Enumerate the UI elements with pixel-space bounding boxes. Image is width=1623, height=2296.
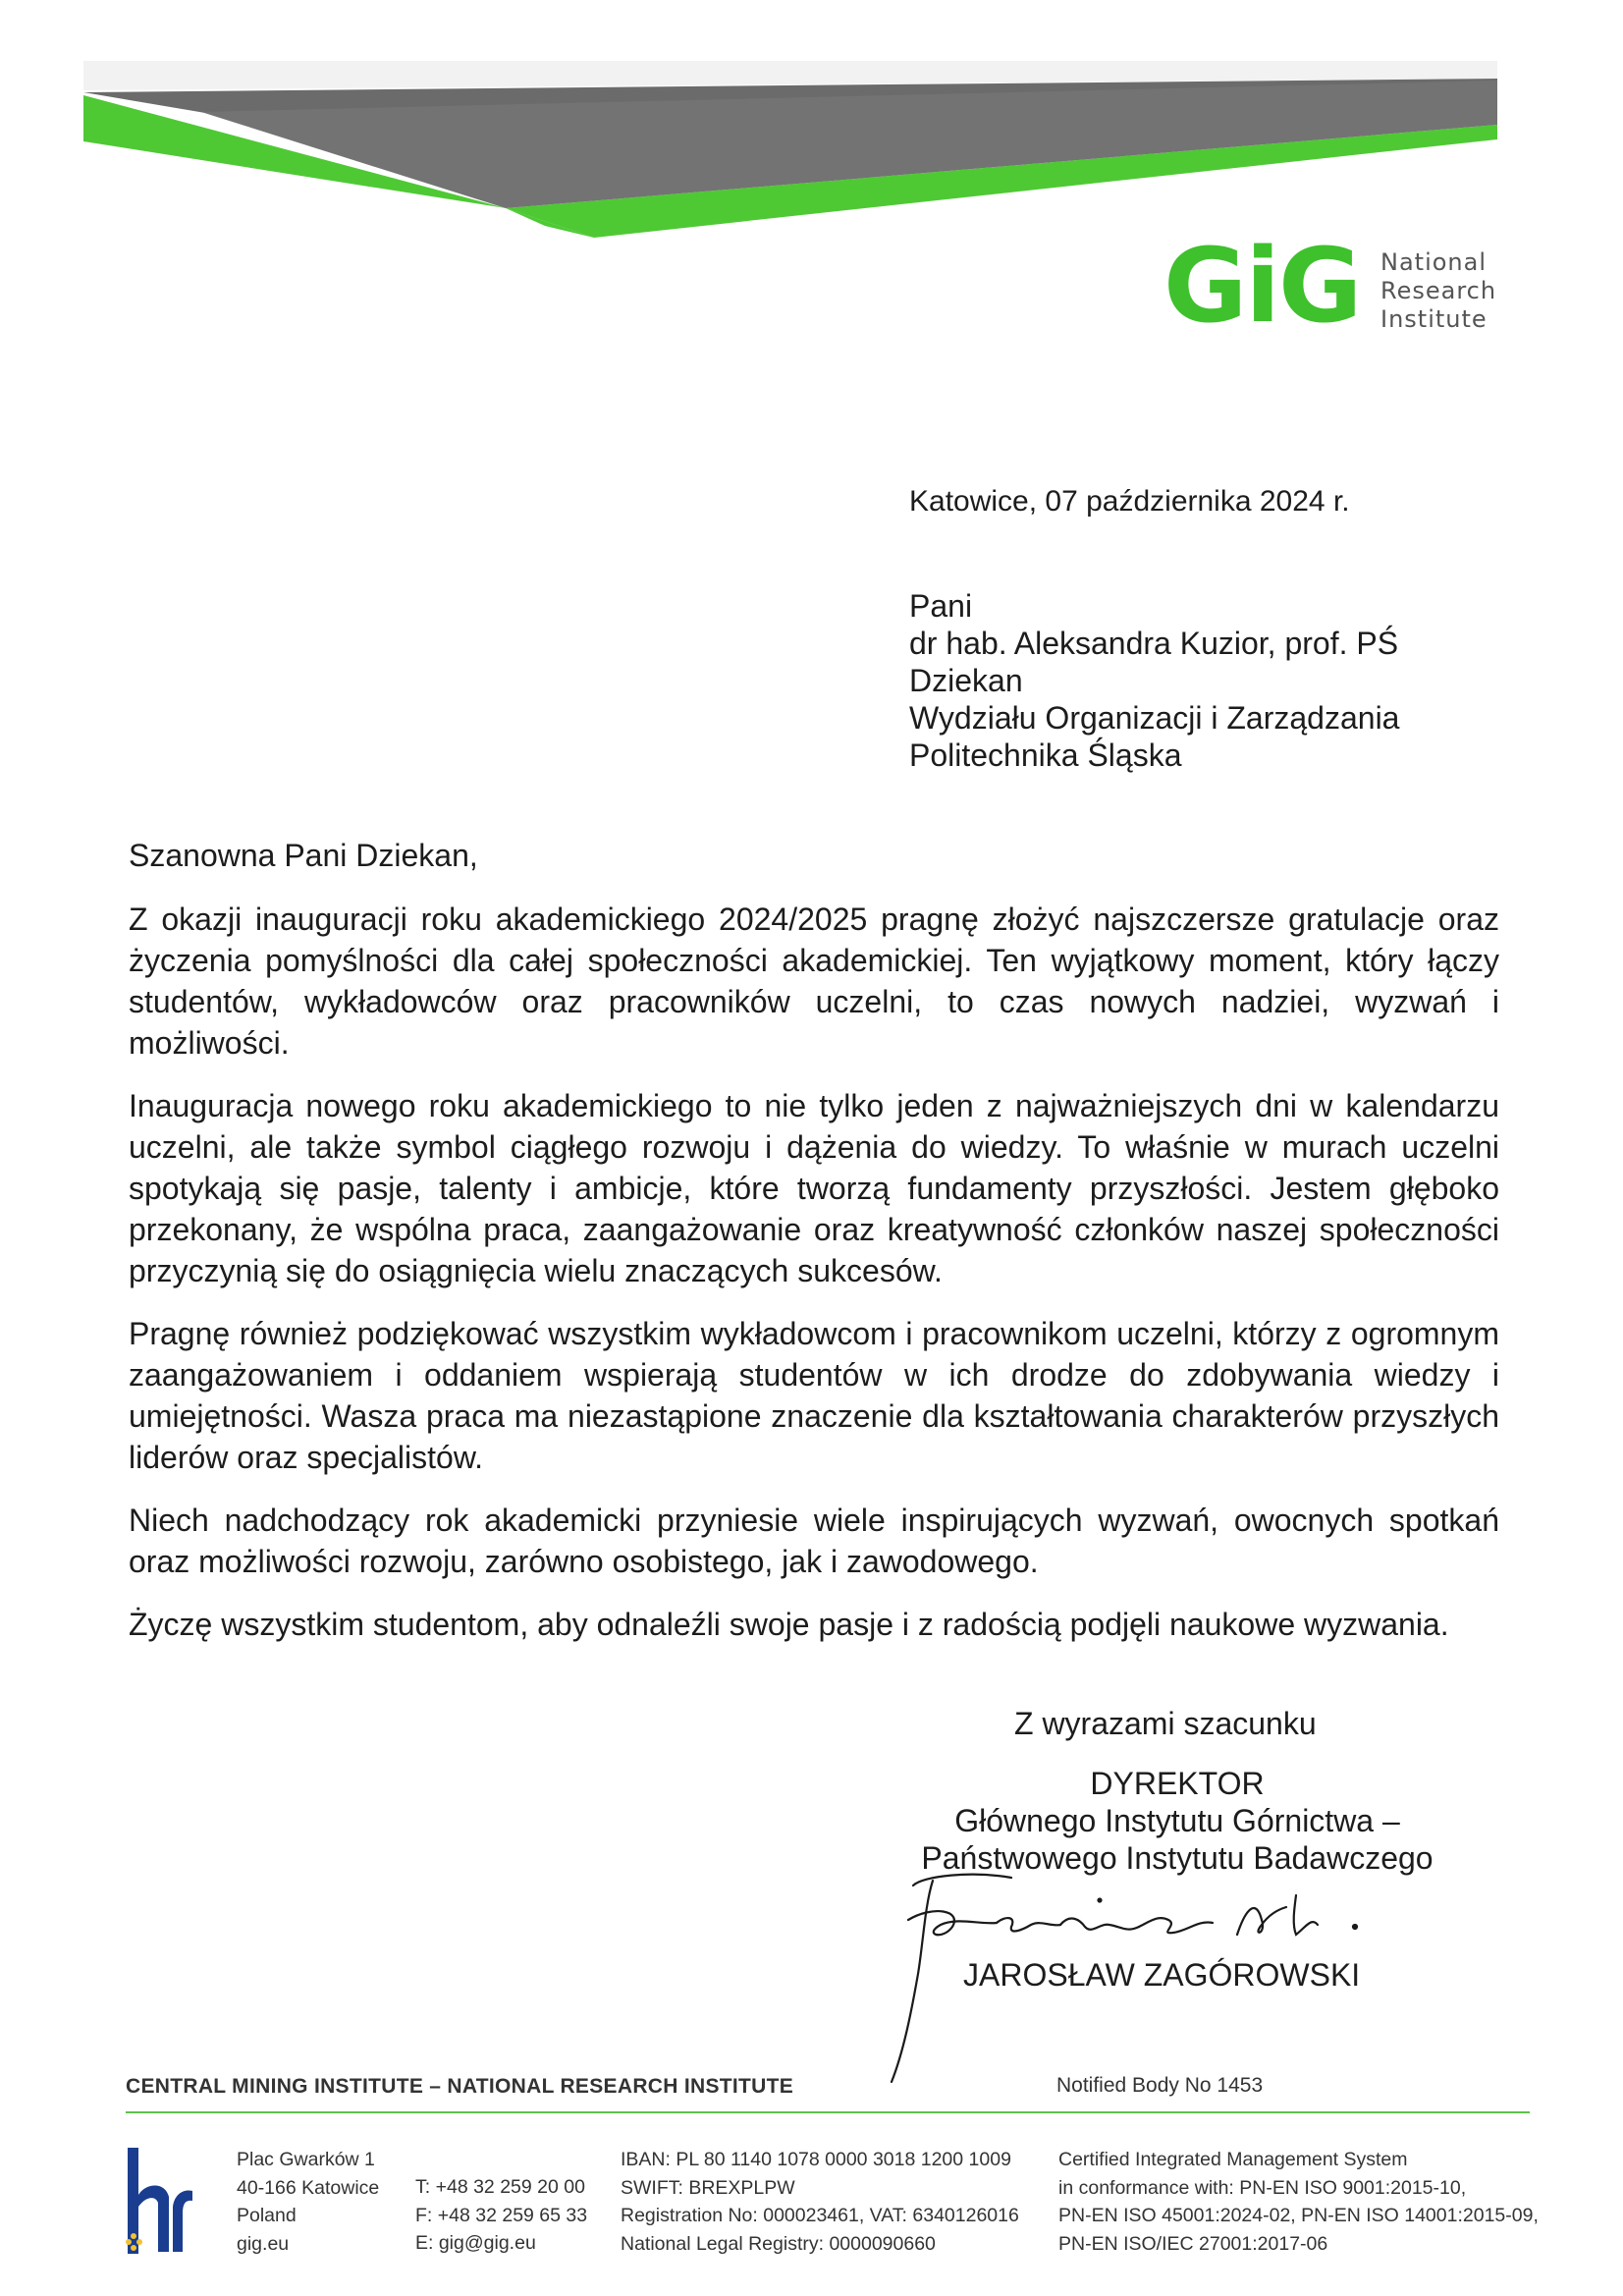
- fax-number: F: +48 32 259 65 33: [415, 2204, 588, 2226]
- logo-subtitle-line: Research: [1380, 277, 1497, 304]
- gig-logo-letters: GiG: [1163, 226, 1361, 346]
- closing-phrase: Z wyrazami szacunku: [1014, 1706, 1317, 1741]
- address-line: 40-166 Katowice: [237, 2176, 380, 2199]
- logo-subtitle-line: National: [1380, 248, 1488, 276]
- notified-body: Notified Body No 1453: [1056, 2074, 1264, 2097]
- address-line: Plac Gwarków 1: [237, 2149, 375, 2170]
- certification-line: PN-EN ISO 45001:2024-02, PN-EN ISO 14001:2015-09,: [1058, 2205, 1539, 2226]
- registry-line: SWIFT: BREXPLPW: [621, 2176, 795, 2199]
- footer-divider: [126, 2111, 1530, 2113]
- signer-title-line: Państwowego Instytutu Badawczego: [921, 1840, 1434, 1876]
- footer-registry: [621, 2146, 1019, 2258]
- salutation: Szanowna Pani Dziekan,: [129, 838, 478, 873]
- email-link[interactable]: E: gig@gig.eu: [415, 2232, 536, 2254]
- certification-line: in conformance with: PN-EN ISO 9001:2015-10,: [1058, 2176, 1467, 2199]
- website-link[interactable]: gig.eu: [237, 2232, 290, 2255]
- phone-number: T: +48 32 259 20 00: [415, 2176, 585, 2198]
- signer-title-line: DYREKTOR: [1090, 1766, 1265, 1801]
- body-paragraph: Inauguracja nowego roku akademickiego to nie tylko jeden z najważniejszych dni w kalendarzu uczelni, ale także symbol ciągłego rozwoju i dążenia do wiedzy. To właśnie w murach uczelni spotykają się pasje, talenty i ambicje, które tworzą fundamenty przyszłości. Jestem głęboko przekonany, że wspólna praca, zaangażowanie oraz kreatywność członków naszej społeczności przyczynią się do osiągnięcia wielu znaczących sukcesów.: [129, 1088, 1499, 1288]
- registry-line: National Legal Registry: 0000090660: [621, 2232, 936, 2255]
- addressee-line: Dziekan: [909, 663, 1023, 698]
- certification-line: PN-EN ISO/IEC 27001:2017-06: [1058, 2232, 1328, 2255]
- footer-contact: [415, 2173, 587, 2258]
- gig-logo: [1163, 226, 1527, 346]
- addressee-block: [909, 587, 1399, 774]
- registry-line: IBAN: PL 80 1140 1078 0000 3018 1200 1009: [621, 2149, 1011, 2170]
- logo-subtitle-line: Institute: [1380, 305, 1488, 333]
- logo-subtitle: [1380, 248, 1496, 334]
- addressee-line: Politechnika Śląska: [909, 738, 1182, 773]
- body-paragraph: Z okazji inauguracji roku akademickiego 2024/2025 pragnę złożyć najszczersze gratulacje oraz życzenia pomyślności dla całej społeczności akademickiej. Ten wyjątkowy moment, który łączy studentów, wykładowców oraz pracowników uczelni, to czas nowych nadziei, wyzwań i możliwości.: [129, 902, 1499, 1061]
- body-paragraph: Życzę wszystkim studentom, aby odnaleźli swoje pasje i z radością podjęli naukowe wyzwania.: [129, 1607, 1449, 1642]
- body-paragraph: Pragnę również podziękować wszystkim wykładowcom i pracownikom uczelni, którzy z ogromnym zaangażowaniem i oddaniem wspierają studentów w ich drodze do zdobywania wiedzy i umiejętności. Wasza praca ma niezastąpione znaczenie dla kształtowania charakterów przyszłych liderów oraz specjalistów.: [129, 1316, 1499, 1475]
- letter-body: [129, 899, 1499, 1667]
- addressee-line: Wydziału Organizacji i Zarządzania: [909, 700, 1400, 736]
- signer-title-line: Głównego Instytutu Górnictwa –: [954, 1803, 1400, 1838]
- addressee-line: Pani: [909, 588, 973, 624]
- hr-excellence-logo: [126, 2146, 194, 2256]
- signer-title-block: [902, 1765, 1452, 1877]
- footer-institute-name: CENTRAL MINING INSTITUTE – NATIONAL RESEARCH INSTITUTE: [126, 2075, 794, 2098]
- certification-line: Certified Integrated Management System: [1058, 2149, 1408, 2170]
- signer-name: JAROSŁAW ZAGÓROWSKI: [963, 1957, 1361, 1993]
- footer-certification: [1058, 2146, 1539, 2258]
- address-line: Poland: [237, 2205, 297, 2226]
- registry-line: Registration No: 000023461, VAT: 6340126016: [621, 2205, 1019, 2226]
- letter-date: Katowice, 07 października 2024 r.: [909, 485, 1350, 518]
- body-paragraph: Niech nadchodzący rok akademicki przyniesie wiele inspirujących wyzwań, owocnych spotkań oraz możliwości rozwoju, zarówno osobistego, jak i zawodowego.: [129, 1503, 1499, 1579]
- addressee-line: dr hab. Aleksandra Kuzior, prof. PŚ: [909, 626, 1399, 661]
- footer-address: [237, 2146, 379, 2258]
